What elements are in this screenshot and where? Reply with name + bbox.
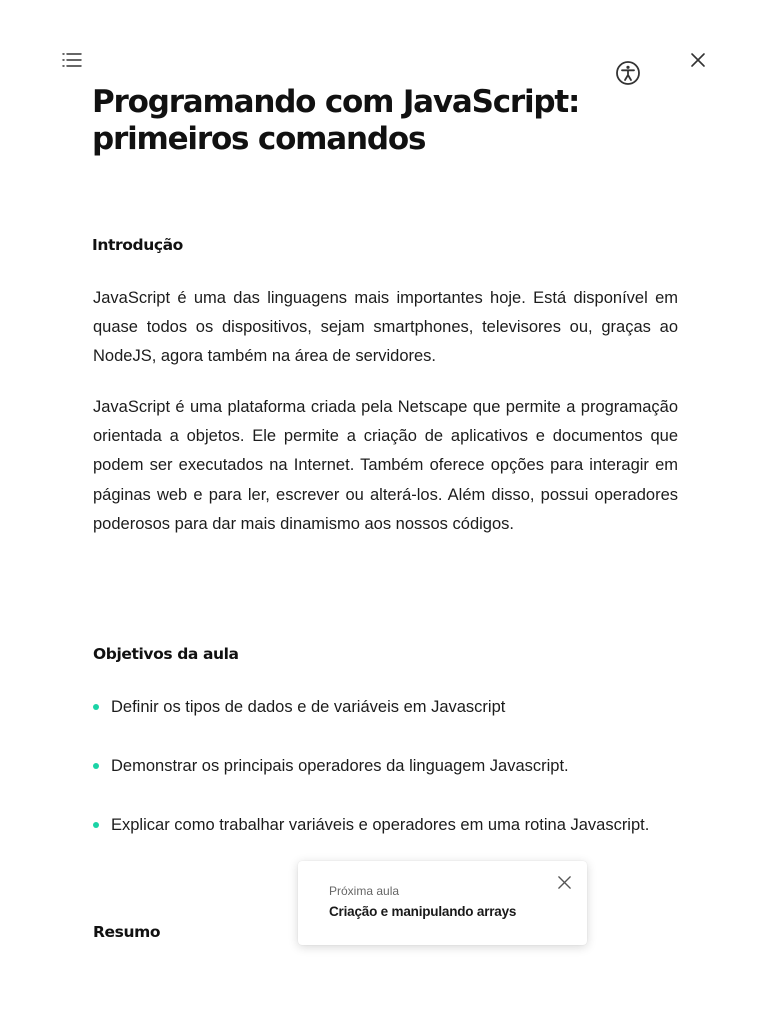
intro-paragraph-2: JavaScript é uma plataforma criada pela Netscape que permite a programação orientada a objetos. Ele permite a criação de aplicativos e documentos que podem ser executados na Internet. Também oferece opções para interagir em páginas web e para ler, escrever ou alterá-los. Além disso, possui operadores poderosos para dar mais dinamismo aos nossos códigos. (93, 398, 678, 533)
intro-paragraph-1: JavaScript é uma das linguagens mais importantes hoje. Está disponível em quase todos os dispositivos, sejam smartphones, televisores ou, graças ao NodeJS, agora também na área de servidores. (93, 289, 678, 366)
page-title-line-2: primeiros comandos (92, 121, 426, 157)
objectives-list (93, 693, 693, 870)
bullet-icon (93, 763, 99, 769)
toast-close-button[interactable] (554, 872, 574, 892)
page-title-line-1: Programando com JavaScript: (92, 84, 580, 120)
objective-item (93, 693, 693, 752)
page-title (92, 84, 612, 158)
introduction-heading: Introdução (92, 236, 183, 254)
next-lesson-label: Próxima aula (329, 884, 400, 898)
list-icon (62, 52, 82, 68)
close-button[interactable] (684, 46, 712, 74)
objective-text: Explicar como trabalhar variáveis e operadores em uma rotina Javascript. (111, 816, 650, 834)
objective-text: Definir os tipos de dados e de variáveis em Javascript (111, 698, 506, 716)
next-lesson-title[interactable]: Criação e manipulando arrays (329, 904, 517, 919)
next-lesson-card[interactable] (298, 861, 587, 945)
bullet-icon (93, 704, 99, 710)
objectives-heading: Objetivos da aula (93, 645, 239, 663)
bullet-icon (93, 822, 99, 828)
summary-heading: Resumo (93, 923, 161, 941)
objective-text: Demonstrar os principais operadores da linguagem Javascript. (111, 757, 569, 775)
menu-button[interactable] (58, 48, 86, 72)
accessibility-button[interactable] (613, 58, 643, 88)
accessibility-icon (615, 60, 641, 86)
close-icon (557, 875, 572, 890)
close-icon (690, 52, 706, 68)
objective-item (93, 752, 693, 811)
